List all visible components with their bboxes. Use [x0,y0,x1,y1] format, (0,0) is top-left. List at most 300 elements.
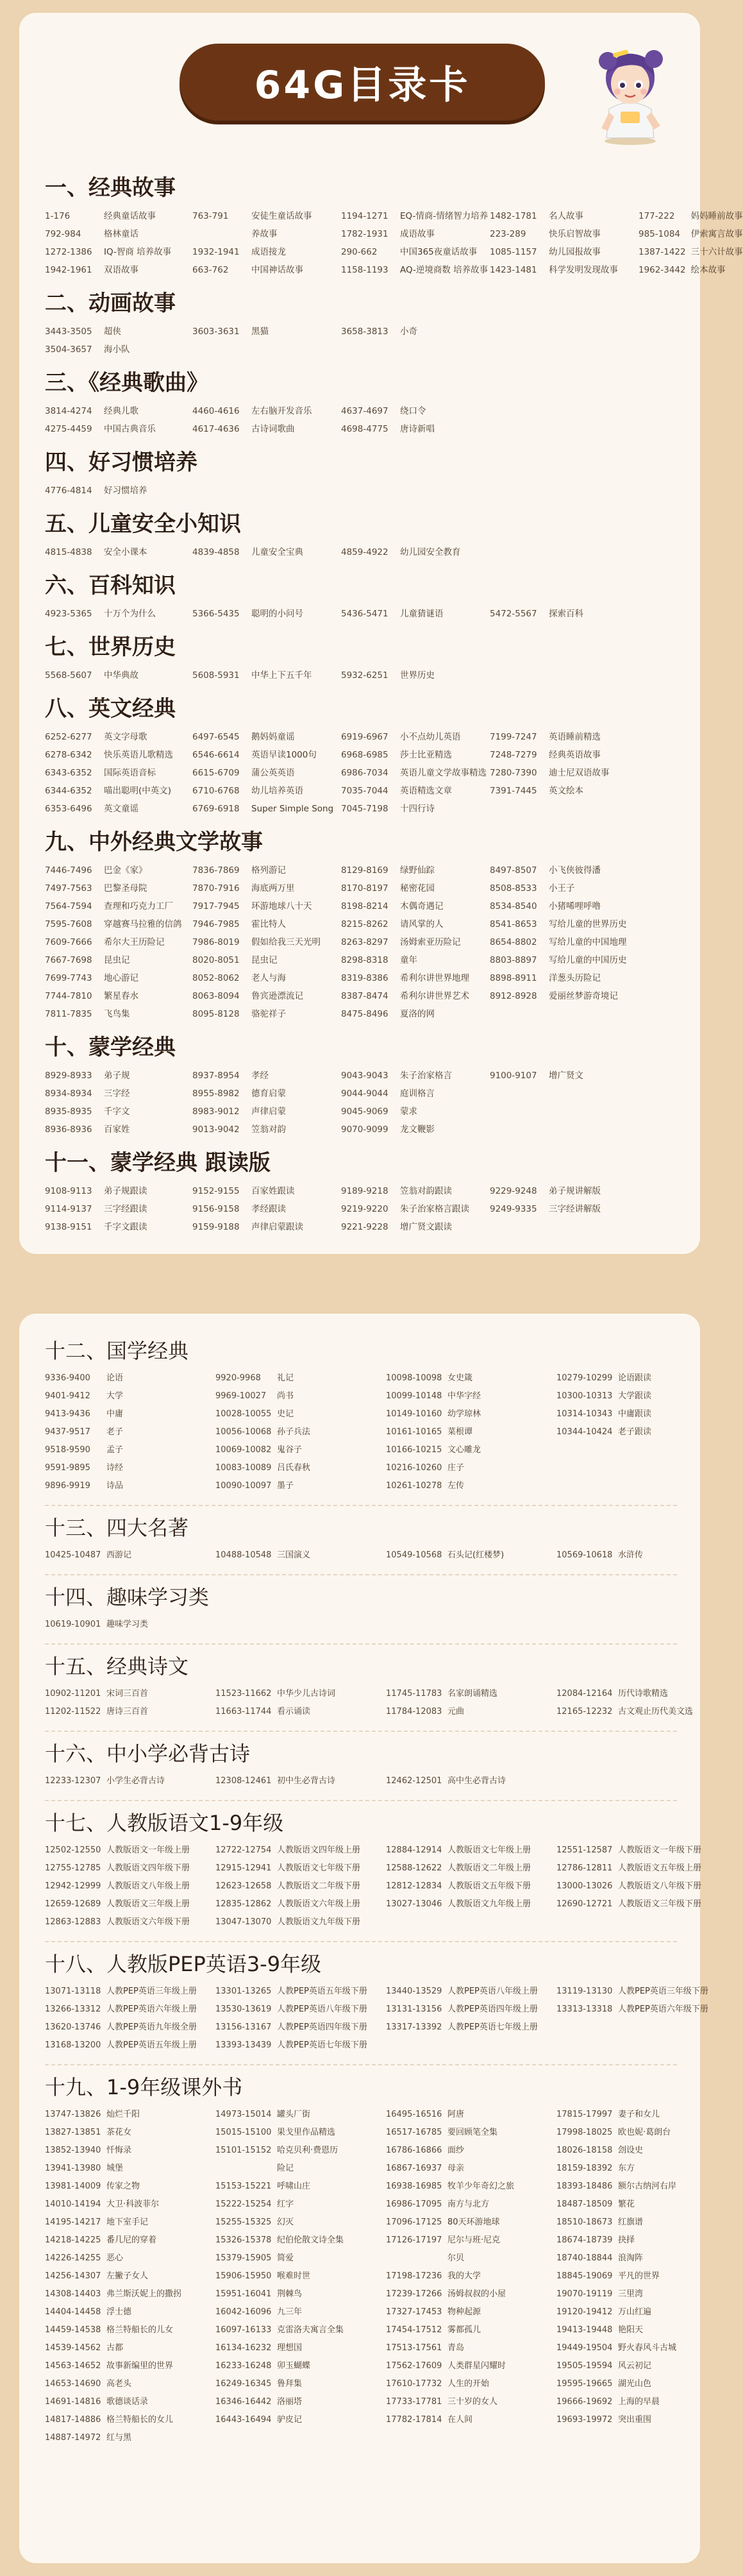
entry-range: 9336-9400 [45,1373,90,1383]
entry-range: 19595-19665 [556,2379,613,2389]
entry-range: 9969-10027 [215,1391,267,1401]
entry-title: 欧也妮·葛朗台 [618,2128,671,2137]
entry-title: 幼儿园安全教育 [400,547,461,557]
entry-range: 14459-14538 [45,2325,101,2335]
section-divider [45,1574,677,1575]
entry-range: 12942-12999 [45,1881,101,1891]
section-title: 十、蒙学经典 [45,1035,176,1060]
section-entries [45,1616,677,1633]
entry-title: 英语精选文章 [400,786,452,796]
entry-range: 9219-9220 [341,1204,388,1214]
entry-range: 10549-10568 [386,1550,442,1560]
section-entries [45,1183,677,1235]
section-title: 五、儿童安全小知识 [45,511,241,537]
entry-title: 左撇子女人 [106,2271,149,2281]
entry-range: 6710-6768 [192,786,240,796]
entry-title: 儿童猜谜语 [400,609,444,619]
entry-range: 9152-9155 [192,1186,240,1196]
section-title: 十六、中小学必背古诗 [45,1741,251,1766]
entry-range: 7744-7810 [45,991,92,1001]
entry-range: 8215-8262 [341,919,388,929]
entry-title: 三字经跟读 [104,1204,147,1214]
entry-title: 爱丽丝梦游奇境记 [549,991,618,1001]
entry-range: 8129-8169 [341,865,388,876]
entry-title: 人教PEP英语五年级上册 [106,2040,197,2050]
entry-title: 艳阳天 [618,2325,644,2335]
entry-title: 中华上下五千年 [251,670,312,681]
entry-range: 15015-15100 [215,2128,272,2137]
entry-title: 地下室手记 [106,2217,149,2227]
entry-range: 9189-9218 [341,1186,388,1196]
entry-range: 12165-12232 [556,1707,613,1716]
entry-range: 6497-6545 [192,732,240,742]
entry-title: 格兰特船长的儿女 [106,2325,174,2335]
entry-range: 7045-7198 [341,804,388,814]
entry-title: 诗经 [106,1463,124,1473]
entry-range: 12915-12941 [215,1863,272,1873]
entry-range [556,1442,613,1459]
entry-range: 9249-9335 [490,1204,537,1214]
entry-title: 秘密花园 [400,883,435,894]
entry-title: 经典童话故事 [104,211,156,221]
entry-title [618,2430,722,2446]
entry-title: 喉难时世 [277,2271,311,2281]
entry-range: 10314-10343 [556,1409,613,1419]
catalog-section [45,1514,677,1564]
entry-title: 人教PEP英语六年级上册 [106,2004,197,2014]
entry-range: 13000-13026 [556,1881,613,1891]
entry-range: 1482-1781 [490,211,537,221]
entry-range: 12863-12883 [45,1917,101,1927]
entry-title: 番几尼的穿着 [106,2235,157,2245]
entry-range: 5436-5471 [341,609,388,619]
entry-title: 野火春风斗古城 [618,2343,677,2353]
entry-range: 11202-11522 [45,1707,101,1716]
entry-title: 增广贤文跟读 [400,1222,452,1232]
entry-title: 人生的开始 [447,2379,490,2389]
entry-title: 木偶奇遇记 [400,901,444,911]
entry-title: 中华少儿古诗词 [277,1689,336,1699]
entry-title: 城堡 [106,2164,124,2173]
entry-title: 快乐启智故事 [549,229,601,239]
entry-title: 鲁宾逊漂流记 [251,991,303,1001]
entry-title: 红字 [277,2199,294,2209]
catalog-section [45,1652,694,1720]
entry-range: 10300-10313 [556,1391,613,1401]
entry-title [447,2037,551,2054]
part1-sections [45,173,743,1235]
section-divider [45,1800,677,1801]
entry-range [556,2430,613,2446]
entry-range: 3658-3813 [341,326,388,337]
entry-title: 浪淘阵 [618,2253,644,2263]
entry-title: 牧羊少年奇幻之旅 [447,2182,515,2191]
entry-title: 人教版语文一年级下册 [618,1845,702,1855]
entry-range: 7564-7594 [45,901,92,911]
entry-range: 10279-10299 [556,1373,613,1383]
entry-title [618,1460,722,1477]
entry-title: 人教PEP英语三年级下册 [618,1987,708,1996]
entry-title [618,1442,722,1459]
entry-title: 夏洛的网 [400,1009,435,1019]
entry-range: 7497-7563 [45,883,92,894]
entry-range: 8387-8474 [341,991,388,1001]
entry-range: 6769-6918 [192,804,240,814]
entry-title: 世界历史 [400,670,435,681]
entry-range: 10488-10548 [215,1550,272,1560]
entry-range: 16249-16345 [215,2379,272,2389]
entry-range: 12462-12501 [386,1776,442,1786]
entry-range: 10099-10148 [386,1391,442,1401]
entry-range: 7248-7279 [490,750,537,760]
entry-title: 论语跟读 [618,1373,652,1383]
entry-title: 左右脑开发音乐 [251,406,312,416]
entry-range: 8534-8540 [490,901,537,911]
catalog-section [45,368,677,437]
entry-range [490,801,544,817]
entry-range: 4460-4616 [192,406,240,416]
entry-range: 7917-7945 [192,901,240,911]
entry-title: 笠翁对韵跟读 [400,1186,452,1196]
entry-title: 鹅妈妈童谣 [251,732,295,742]
entry-title: 三字经 [104,1089,130,1099]
entry-range: 14539-14562 [45,2343,101,2353]
entry-range: 3814-4274 [45,406,92,416]
entry-title [549,1085,633,1102]
entry-title: 高老头 [106,2379,132,2389]
entry-range: 17782-17814 [386,2415,442,2425]
entry-range: 4859-4922 [341,547,388,557]
catalog-section [45,1033,677,1138]
entry-title: 刽设史 [618,2146,644,2155]
entry-title: 三里湾 [618,2289,644,2299]
entry-title: 故事新编里的世界 [106,2361,174,2371]
entry-range [490,1103,544,1120]
entry-title: Super Simple Song [251,804,334,814]
entry-range: 14218-14225 [45,2235,101,2245]
section-entries [45,606,677,622]
entry-range: 6546-6614 [192,750,240,760]
entry-range [556,1460,613,1477]
entry-range: 290-662 [341,247,378,257]
entry-title: 母亲 [447,2164,465,2173]
entry-range: 14195-14217 [45,2217,101,2227]
entry-title: 笠翁对韵 [251,1124,286,1135]
entry-title: 要回顾笔全集 [447,2128,498,2137]
entry-range: 7986-8019 [192,937,240,947]
entry-range: 13168-13200 [45,2040,101,2050]
entry-title: 英语早读1000句 [251,750,317,760]
entry-range: 12588-12622 [386,1863,442,1873]
entry-range: 9045-9069 [341,1106,388,1117]
entry-range: 18393-18486 [556,2182,613,2191]
entry-title [618,1478,722,1495]
entry-title: 人教版语文三年级上册 [106,1899,190,1909]
entry-title: 人教PEP英语八年级上册 [447,1987,538,1996]
entry-title: 汤姆叔叔的小屋 [447,2289,506,2299]
entry-title: 诗品 [106,1481,124,1491]
entry-title: 海小队 [104,344,130,355]
entry-range: 10149-10160 [386,1409,442,1419]
entry-title: 阿唐 [447,2110,465,2119]
entry-range: 3504-3657 [45,344,92,355]
catalog-section [45,632,677,684]
entry-title: 吕氏春秋 [277,1463,311,1473]
section-title: 十八、人教版PEP英语3-9年级 [45,1952,322,1976]
entry-title: 人教版语文四年级上册 [277,1845,361,1855]
entry-title: 抉择 [618,2235,635,2245]
entry-title: 朱子治家格言 [400,1071,452,1081]
entry-range: 19449-19504 [556,2343,613,2353]
entry-range: 16495-16516 [386,2110,442,2119]
entry-range: 792-984 [45,229,81,239]
entry-title: 成语接龙 [251,247,286,257]
entry-title [618,2019,722,2036]
entry-title: 老子 [106,1427,124,1437]
entry-title: 老子跟读 [618,1427,652,1437]
entry-title: 写给儿童的中国历史 [549,955,627,965]
entry-title: 额尔古纳河右岸 [618,2182,677,2191]
entry-title: 喵出聪明(中英文) [104,786,172,796]
entry-title: 假如给我三天光明 [251,937,321,947]
entry-range: 9437-9517 [45,1427,90,1437]
entry-title: 尚书 [277,1391,294,1401]
entry-title: 霍比特人 [251,919,286,929]
entry-title: 人教PEP英语七年级下册 [277,2040,367,2050]
entry-range: 7699-7743 [45,973,92,983]
entry-range: 13071-13118 [45,1987,101,1996]
entry-range: 8063-8094 [192,991,240,1001]
entry-range [490,323,544,340]
entry-range: 13981-14009 [45,2182,101,2191]
entry-range: 12722-12754 [215,1845,272,1855]
entry-range: 7811-7835 [45,1009,92,1019]
section-divider [45,1505,677,1506]
entry-range: 13827-13851 [45,2128,101,2137]
entry-title: 西游记 [106,1550,132,1560]
entry-range: 5608-5931 [192,670,240,681]
entry-range: 9070-9099 [341,1124,388,1135]
entry-title: 人教PEP英语九年级全册 [106,2022,197,2032]
entry-title: 经典英语故事 [549,750,601,760]
entry-range: 19666-19692 [556,2397,613,2407]
entry-range: 14973-15014 [215,2110,272,2119]
entry-range: 15153-15221 [215,2182,272,2191]
entry-range: 19413-19448 [556,2325,613,2335]
entry-title: 幼学琼林 [447,1409,481,1419]
entry-title: 妻子和女儿 [618,2110,660,2119]
entry-range: 12502-12550 [45,1845,101,1855]
entry-title: 请风掌的人 [400,919,444,929]
entry-range: 7199-7247 [490,732,537,742]
section-title: 十九、1-9年级课外书 [45,2075,243,2099]
entry-range: 11745-11783 [386,1689,442,1699]
entry-title: 突出重围 [618,2415,652,2425]
entry-title: 三十岁的女人 [447,2397,498,2407]
entry-range: 3603-3631 [192,326,240,337]
entry-range: 9138-9151 [45,1222,92,1232]
entry-title: 安徒生童话故事 [251,211,312,221]
entry-title: 面纱 [447,2146,465,2155]
entry-range: 5568-5607 [45,670,92,681]
entry-range: 4923-5365 [45,609,92,619]
entry-range: 6919-6967 [341,732,388,742]
entry-range: 18674-18739 [556,2235,613,2245]
entry-range: 16517-16785 [386,2128,442,2137]
entry-range [192,226,246,242]
entry-title: 小王子 [549,883,575,894]
section-entries [45,403,677,437]
entry-title: 幼儿培养英语 [251,786,303,796]
entry-title: 人教版语文一年级上册 [106,1845,190,1855]
section-entries [45,1773,677,1790]
entry-title: 幼儿园报故事 [549,247,601,257]
entry-title: 绘本故事 [690,265,726,275]
entry-title: 鲁拜集 [277,2379,303,2389]
entry-range: 7391-7445 [490,786,537,796]
entry-range: 10069-10082 [215,1445,272,1455]
entry-title: 恶心 [106,2253,124,2263]
catalog-section [45,1583,677,1633]
entry-title: 小学生必背古诗 [106,1776,165,1786]
entry-range [490,1085,544,1102]
section-divider [45,1731,677,1732]
entry-title: 人教版语文六年级下册 [106,1917,190,1927]
entry-title: 青岛 [447,2343,465,2353]
entry-title [549,1103,633,1120]
entry-title: 女史箴 [447,1373,473,1383]
entry-title: 人教版语文五年级上册 [618,1863,702,1873]
entry-range [386,2250,442,2267]
entry-title: 论语 [106,1373,124,1383]
section-divider [45,2064,677,2065]
entry-range: 9114-9137 [45,1204,92,1214]
entry-title: 人教版语文八年级上册 [106,1881,190,1891]
entry-title: 迪士尼双语故事 [549,768,610,778]
entry-range: 9413-9436 [45,1409,90,1419]
entry-range: 16938-16985 [386,2182,442,2191]
entry-range: 13119-13130 [556,1987,613,1996]
entry-title [549,1219,633,1235]
section-entries [45,544,677,561]
entry-title: 英文童谣 [104,804,138,814]
entry-range: 13852-13940 [45,2146,101,2155]
entry-range: 1423-1481 [490,265,537,275]
entry-range: 14653-14690 [45,2379,101,2389]
entry-title: 文心雕龙 [447,1445,481,1455]
catalog-section [45,827,677,1022]
entry-title: 人教版语文七年级上册 [447,1845,531,1855]
entry-range: 13620-13746 [45,2022,101,2032]
entry-range: 13530-13619 [215,2004,272,2014]
entry-title: 在人间 [447,2415,473,2425]
catalog-section [45,1148,677,1235]
entry-title: 希利尔讲世界地理 [400,973,469,983]
entry-range: 5932-6251 [341,670,388,681]
entry-title: 聪明的小问号 [251,609,303,619]
entry-range: 10166-10215 [386,1445,442,1455]
entry-title: 昆虫记 [104,955,130,965]
entry-range: 10425-10487 [45,1550,101,1560]
entry-title: 蒙求 [400,1106,417,1117]
entry-range: 1194-1271 [341,211,388,221]
entry-title: 果戈里作品精选 [277,2128,336,2137]
entry-title: 纪伯伦散文诗全集 [277,2235,344,2245]
entry-range: 8263-8297 [341,937,388,947]
section-entries [45,1686,694,1720]
entry-title: 写给儿童的世界历史 [549,919,627,929]
entry-range: 16443-16494 [215,2415,272,2425]
entry-range: 8929-8933 [45,1071,92,1081]
entry-title: 宋词三百首 [106,1689,149,1699]
entry-title: 环游地球八十天 [251,901,312,911]
entry-range: 9013-9042 [192,1124,240,1135]
entry-range: 9920-9968 [215,1373,261,1383]
entry-range: 4815-4838 [45,547,92,557]
entry-range: 12786-12811 [556,1863,613,1873]
entry-title: 老人与海 [251,973,286,983]
entry-title: 中国古典音乐 [104,424,156,434]
entry-range: 1942-1961 [45,265,92,275]
entry-title: 十万个为什么 [104,609,156,619]
entry-title: 汤姆索亚历险记 [400,937,461,947]
entry-title: 看示诵读 [277,1707,311,1716]
entry-range: 7946-7985 [192,919,240,929]
entry-range: 10056-10068 [215,1427,272,1437]
entry-title [447,2430,551,2446]
entry-range: 9221-9228 [341,1222,388,1232]
entry-title: 弟子规讲解版 [549,1186,601,1196]
entry-title: 养故事 [251,229,278,239]
entry-range: 13941-13980 [45,2164,101,2173]
entry-title: 墨子 [277,1481,294,1491]
entry-title: 克雷洛夫寓言全集 [277,2325,344,2335]
entry-range: 8935-8935 [45,1106,92,1117]
entry-title: 国际英语音标 [104,768,156,778]
entry-title: 好习惯培养 [104,486,147,496]
entry-title: 人教版语文四年级下册 [106,1863,190,1873]
entry-title: 中华典故 [104,670,138,681]
entry-range: 18510-18673 [556,2217,613,2227]
entry-title: 大卫·科波菲尔 [106,2199,160,2209]
entry-range: 9156-9158 [192,1204,240,1214]
entry-range: 13747-13826 [45,2110,101,2119]
catalog-section [45,173,743,278]
entry-range: 8934-8934 [45,1089,92,1099]
entry-title: 哈克贝利·费恩历 [277,2146,338,2155]
entry-title: 人教版语文二年级下册 [277,1881,361,1891]
entry-title: 歌德谈话录 [106,2397,149,2407]
entry-range: 13047-13070 [215,1917,272,1927]
entry-title: 中庸跟读 [618,1409,652,1419]
entry-range [215,2430,272,2446]
entry-title: 人教PEP英语七年级上册 [447,2022,538,2032]
entry-title: 昆虫记 [251,955,278,965]
entry-range: 13313-13318 [556,2004,613,2014]
entry-title: 声律启蒙跟读 [251,1222,303,1232]
entry-range: 10098-10098 [386,1373,442,1383]
section-entries [45,1547,677,1564]
entry-range: 8803-8897 [490,955,537,965]
section-title: 一、经典故事 [45,175,176,201]
section-title: 七、世界历史 [45,634,176,660]
page-title: 64G目录卡 [254,63,471,108]
entry-range: 12755-12785 [45,1863,101,1873]
catalog-card-part2 [19,1314,708,2563]
entry-title: 黑猫 [251,326,269,337]
entry-range: 8955-8982 [192,1089,240,1099]
entry-title: 孟子 [106,1445,124,1455]
